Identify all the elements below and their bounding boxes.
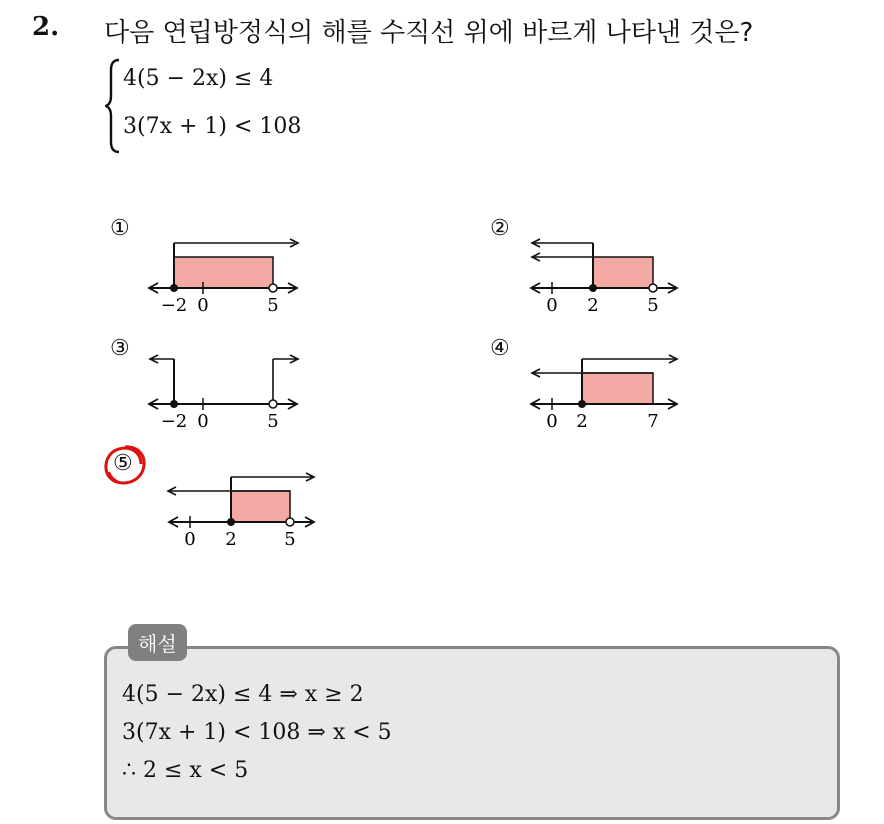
option-2-label[interactable]: ②: [490, 216, 510, 241]
tick-label: 5: [267, 411, 279, 431]
closed-dot: [170, 400, 178, 408]
solution-region: [593, 257, 653, 288]
tick-label: 2: [587, 295, 599, 315]
inequality-system: [105, 56, 325, 156]
question-text: 다음 연립방정식의 해를 수직선 위에 바르게 나타낸 것은?: [104, 18, 754, 48]
open-dot: [269, 284, 277, 292]
option-4-label[interactable]: ④: [490, 336, 510, 361]
solution-tag: 해설: [128, 624, 187, 661]
solution-region: [174, 257, 273, 288]
tick-label: 2: [225, 529, 237, 549]
tick-label: 5: [647, 295, 659, 315]
tick-label: −2: [160, 295, 188, 315]
closed-dot: [170, 284, 178, 292]
solution-line-3: ∴ 2 ≤ x < 5: [122, 758, 249, 783]
open-dot: [269, 400, 277, 408]
option-3-label[interactable]: ③: [110, 336, 130, 361]
tick-label: 0: [184, 529, 196, 549]
option-5-label[interactable]: ⑤: [113, 451, 133, 476]
option-1-number-line[interactable]: [140, 230, 310, 315]
open-dot: [286, 518, 294, 526]
solution-line-1: 4(5 − 2x) ≤ 4 ⇒ x ≥ 2: [122, 682, 364, 707]
tick-label: −2: [160, 411, 188, 431]
option-4-number-line[interactable]: [522, 346, 692, 431]
option-1-label[interactable]: ①: [110, 216, 130, 241]
option-5-number-line[interactable]: [160, 464, 330, 549]
option-2-number-line[interactable]: [522, 230, 692, 315]
inequality-2: 3(7x + 1) < 108: [123, 114, 302, 139]
tick-label: 7: [647, 411, 659, 431]
option-3-number-line[interactable]: [140, 346, 310, 431]
tick-label: 0: [546, 295, 558, 315]
tick-label: 0: [197, 411, 209, 431]
tick-label: 5: [267, 295, 279, 315]
question-number: 2.: [32, 12, 60, 42]
tick-label: 2: [576, 411, 588, 431]
inequality-1: 4(5 − 2x) ≤ 4: [123, 66, 274, 91]
tick-label: 0: [197, 295, 209, 315]
closed-dot: [578, 400, 586, 408]
closed-dot: [227, 518, 235, 526]
solution-line-2: 3(7x + 1) < 108 ⇒ x < 5: [122, 720, 392, 745]
solution-region: [582, 373, 653, 404]
tick-label: 0: [546, 411, 558, 431]
closed-dot: [589, 284, 597, 292]
left-brace-icon: [105, 56, 123, 156]
open-dot: [649, 284, 657, 292]
tick-label: 5: [284, 529, 296, 549]
solution-region: [231, 491, 290, 522]
